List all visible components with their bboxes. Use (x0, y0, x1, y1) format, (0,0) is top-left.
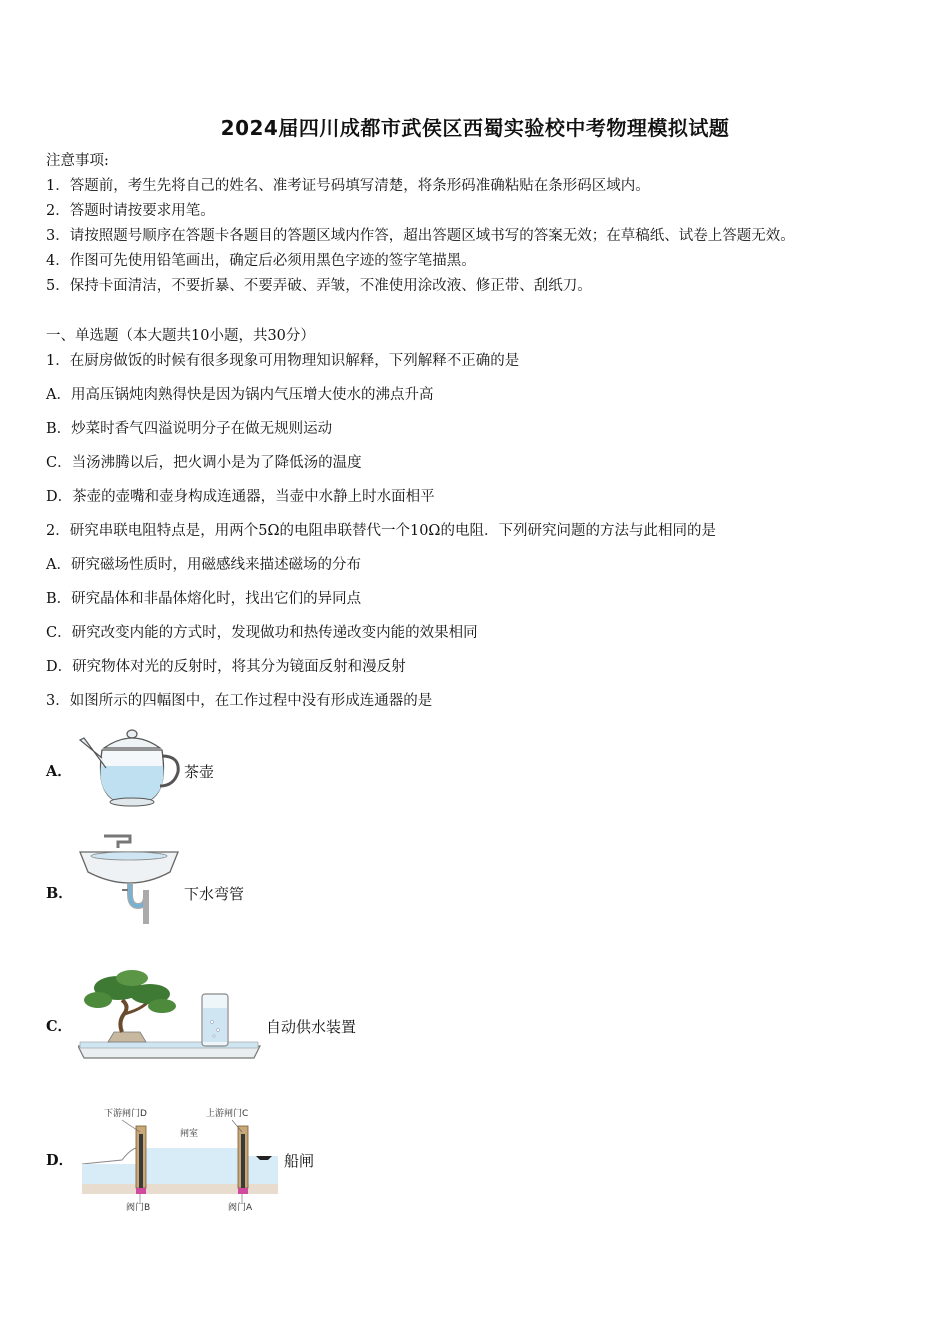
question-2-stem: 2．研究串联电阻特点是，用两个5Ω的电阻串联替代一个10Ω的电阻．下列研究问题的方法与此相同的是 (46, 523, 716, 539)
lock-label-chamber: 闸室 (180, 1129, 199, 1139)
question-2-option-b: B．研究晶体和非晶体熔化时，找出它们的异同点 (46, 591, 362, 607)
lock-label-valve-b: 阀门B (126, 1203, 151, 1213)
question-3-option-d-label: D． (46, 1152, 74, 1169)
question-1-option-d: D．茶壶的壶嘴和壶身构成连通器，当壶中水静上时水面相平 (46, 489, 435, 505)
lock-label-gate-d: 下游闸门D (104, 1109, 147, 1119)
question-3-option-a-label: A． (46, 763, 72, 780)
section-heading: 一、单选题（本大题共10小题，共30分） (46, 328, 315, 344)
question-1-option-c: C．当汤沸腾以后，把火调小是为了降低汤的温度 (46, 455, 362, 471)
notice-item-1: 1．答题前，考生先将自己的姓名、准考证号码填写清楚，将条形码准确粘贴在条形码区域内。 (46, 178, 650, 194)
question-1-option-b: B．炒菜时香气四溢说明分子在做无规则运动 (46, 421, 333, 437)
question-3-stem: 3．如图所示的四幅图中，在工作过程中没有形成连通器的是 (46, 693, 433, 709)
question-3-option-d-caption: 船闸 (284, 1152, 315, 1170)
question-2-option-d: D．研究物体对光的反射时，将其分为镜面反射和漫反射 (46, 659, 406, 675)
notice-item-2: 2．答题时请按要求用笔。 (46, 203, 215, 219)
notice-item-4: 4．作图可先使用铅笔画出，确定后必须用黑色字迹的签字笔描黑。 (46, 253, 476, 269)
question-3-option-b-caption: 下水弯管 (184, 885, 245, 903)
question-2-option-c: C．研究改变内能的方式时，发现做功和热传递改变内能的效果相同 (46, 625, 478, 641)
question-3-option-a-caption: 茶壶 (184, 763, 215, 781)
lock-label-gate-c: 上游闸门C (206, 1109, 249, 1119)
notice-heading: 注意事项: (46, 153, 109, 169)
page-title: 2024届四川成都市武侯区西蜀实验校中考物理模拟试题 (220, 116, 730, 140)
question-2-option-a: A．研究磁场性质时，用磁感线来描述磁场的分布 (46, 557, 361, 573)
sink-trap-figure (74, 834, 182, 926)
bonsai-water-supply-figure (78, 966, 262, 1064)
notice-item-5: 5．保持卡面清洁，不要折暴、不要弄破、弄皱，不准使用涂改液、修正带、刮纸刀。 (46, 278, 592, 294)
notice-item-3: 3．请按照题号顺序在答题卡各题目的答题区域内作答，超出答题区域书写的答案无效；在草稿纸、试卷上答题无效。 (46, 228, 795, 244)
question-3-option-c-caption: 自动供水装置 (266, 1018, 357, 1036)
question-1-stem: 1．在厨房做饭的时候有很多现象可用物理知识解释，下列解释不正确的是 (46, 353, 520, 369)
question-3-option-b-label: B． (46, 885, 73, 902)
question-3-option-c-label: C． (46, 1018, 73, 1035)
teapot-figure (74, 722, 184, 808)
question-1-option-a: A．用高压锅炖肉熟得快是因为锅内气压增大使水的沸点升高 (46, 387, 434, 403)
lock-label-valve-a: 阀门A (228, 1203, 253, 1213)
ship-lock-figure (82, 1104, 278, 1214)
